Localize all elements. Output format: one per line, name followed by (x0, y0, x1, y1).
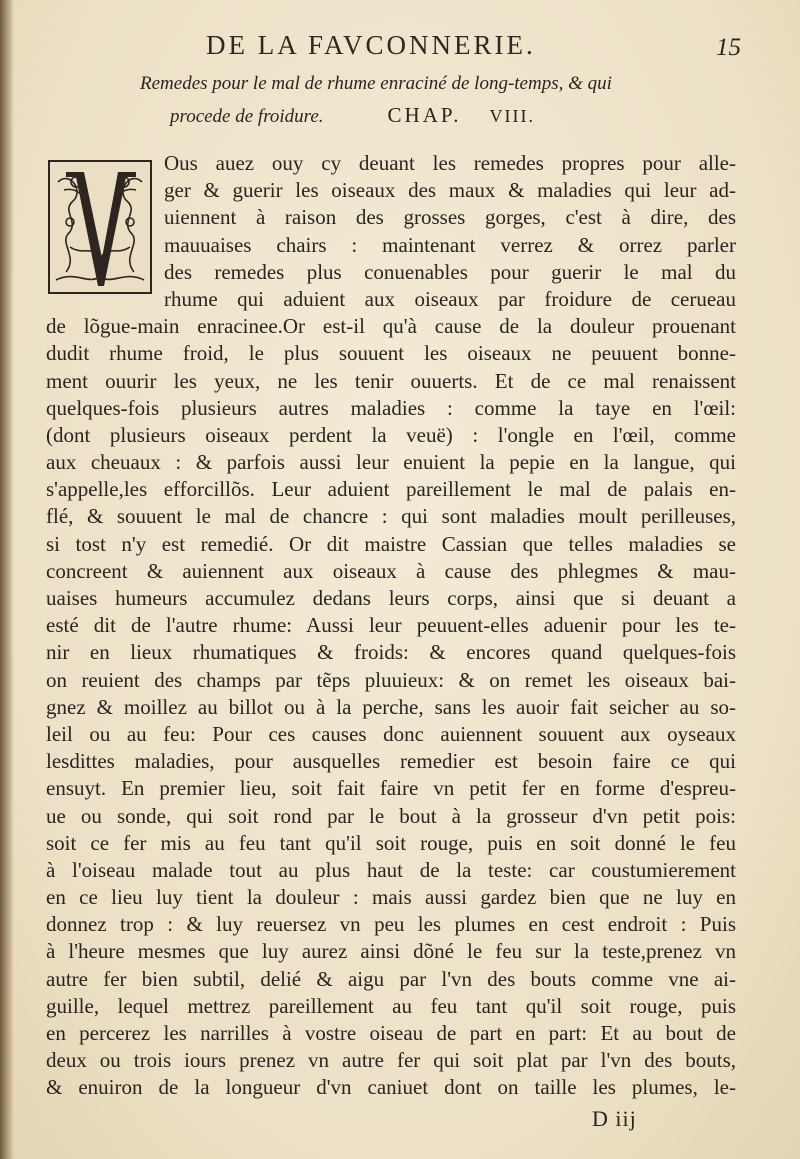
text-line: flé, & souuent le mal de chancre : qui sont maladies moult perilleuses, (46, 504, 736, 529)
text-line: guille, lequel mettrez pareillement au feu tant qu'il soit rouge, puis (46, 993, 736, 1018)
chapter-heading (60, 73, 760, 133)
text-line: donnez trop : & luy reuersez vn peu les plumes en cest endroit : Puis (46, 912, 736, 937)
text-line: rhume qui aduient aux oiseaux par froidure de cerueau (164, 286, 736, 311)
text-line: s'appelle,les efforcillõs. Leur aduient pareillement le mal de palais en- (46, 477, 736, 502)
chapter-title-part-2: procede de froidure. (170, 106, 324, 127)
running-title: DE LA FAVCONNERIE. (206, 30, 536, 60)
text-line: à l'heure mesmes que luy aurez ainsi dõné le feu sur la teste,prenez vn (46, 939, 736, 964)
text-line: ment ouurir les yeux, ne les tenir ouuerts. Et de ce mal renaissent (46, 368, 736, 393)
text-line: nir en lieux rhumatiques & froids: & encores quand quelques-fois (46, 640, 736, 665)
chapter-heading-line-2 (60, 103, 760, 133)
text-line: si tost n'y est remedié. Or dit maistre Cassian que telles maladies se (46, 531, 736, 556)
text-line: uiennent à raison des grosses gorges, c'est à dire, des (164, 205, 736, 230)
chapter-number: VIII. (489, 106, 535, 126)
text-line: ue ou sonde, qui soit rond par le bout à la grosseur d'vn petit pois: (46, 803, 736, 828)
text-line: en ce lieu luy tient la douleur : mais aussi gardez bien que ne luy en (46, 885, 736, 910)
text-line: de lõgue-main enracinee.Or est-il qu'à cause de la douleur prouenant (46, 314, 736, 339)
text-line: uaises humeurs accumulez dedans leurs corps, ainsi que si deuant a (46, 586, 736, 610)
chapter-title-part-1: Remedes pour le mal de rhume enraciné de long-temps, & qui (140, 73, 612, 94)
text-line: des remedes plus conuenables pour guerir le mal du (164, 259, 736, 284)
signature-mark: D iij (592, 1106, 637, 1131)
running-head (0, 30, 800, 66)
chapter-heading-line-1 (60, 73, 760, 103)
body-text (46, 150, 736, 1102)
text-line: ensuyt. En premier lieu, soit fait faire vn petit fer en forme d'espreu- (46, 776, 736, 801)
text-line: concreent & auiennent aux oiseaux à cause des phlegmes & mau- (46, 558, 736, 583)
chapter-label: CHAP. (387, 103, 462, 127)
text-line: & enuiron de la longueur d'vn caniuet dont on taille les plumes, le- (46, 1075, 736, 1100)
text-line: en percerez les narrilles à vostre oiseau de part en part: Et au bout de (46, 1021, 736, 1045)
page-spine-shadow (0, 0, 14, 1159)
text-line: ger & guerir les oiseaux des maux & maladies qui leur ad- (164, 178, 736, 203)
text-line: dudit rhume froid, le plus souuent les oiseaux ne peuuent bonne- (46, 341, 736, 366)
text-line: deux ou trois iours prenez vn autre fer qui soit plat par l'vn des bouts, (46, 1048, 736, 1073)
text-line: Ous auez ouy cy deuant les remedes propres pour alle- (164, 151, 736, 175)
text-line: (dont plusieurs oiseaux perdent la veuë) : l'ongle en l'œil, comme (46, 422, 736, 447)
text-line: leil ou au feu: Pour ces causes donc auiennent souuent aux oyseaux (46, 721, 736, 746)
text-line: gnez & moillez au billot ou à la perche, sans les auoir fait seicher au so- (46, 694, 736, 719)
text-line: lesdittes maladies, pour ausquelles remedier est besoin faire ce qui (46, 749, 736, 774)
text-line: à l'oiseau malade tout au plus haut de la teste: car coustumierement (46, 857, 736, 882)
text-line: quelques-fois plusieurs autres maladies : comme la taye en l'œil: (46, 395, 736, 420)
text-line: autre fer bien subtil, delié & aigu par l'vn des bouts comme vne ai- (46, 966, 736, 991)
text-line: esté dit de l'autre rhume: Aussi leur peuuent-elles aduenir pour les te- (46, 613, 736, 638)
text-line: on reuient des champs par tẽps pluuieux: & on remet les oiseaux bai- (46, 667, 736, 692)
text-line: soit ce fer mis au feu tant qu'il soit rouge, puis en soit donné le feu (46, 830, 736, 855)
text-line: mauuaises chairs : maintenant verrez & orrez parler (164, 232, 736, 257)
text-line: aux cheuaux : & parfois aussi leur enuient la pepie en la langue, qui (46, 450, 736, 475)
page-number: 15 (716, 34, 741, 61)
